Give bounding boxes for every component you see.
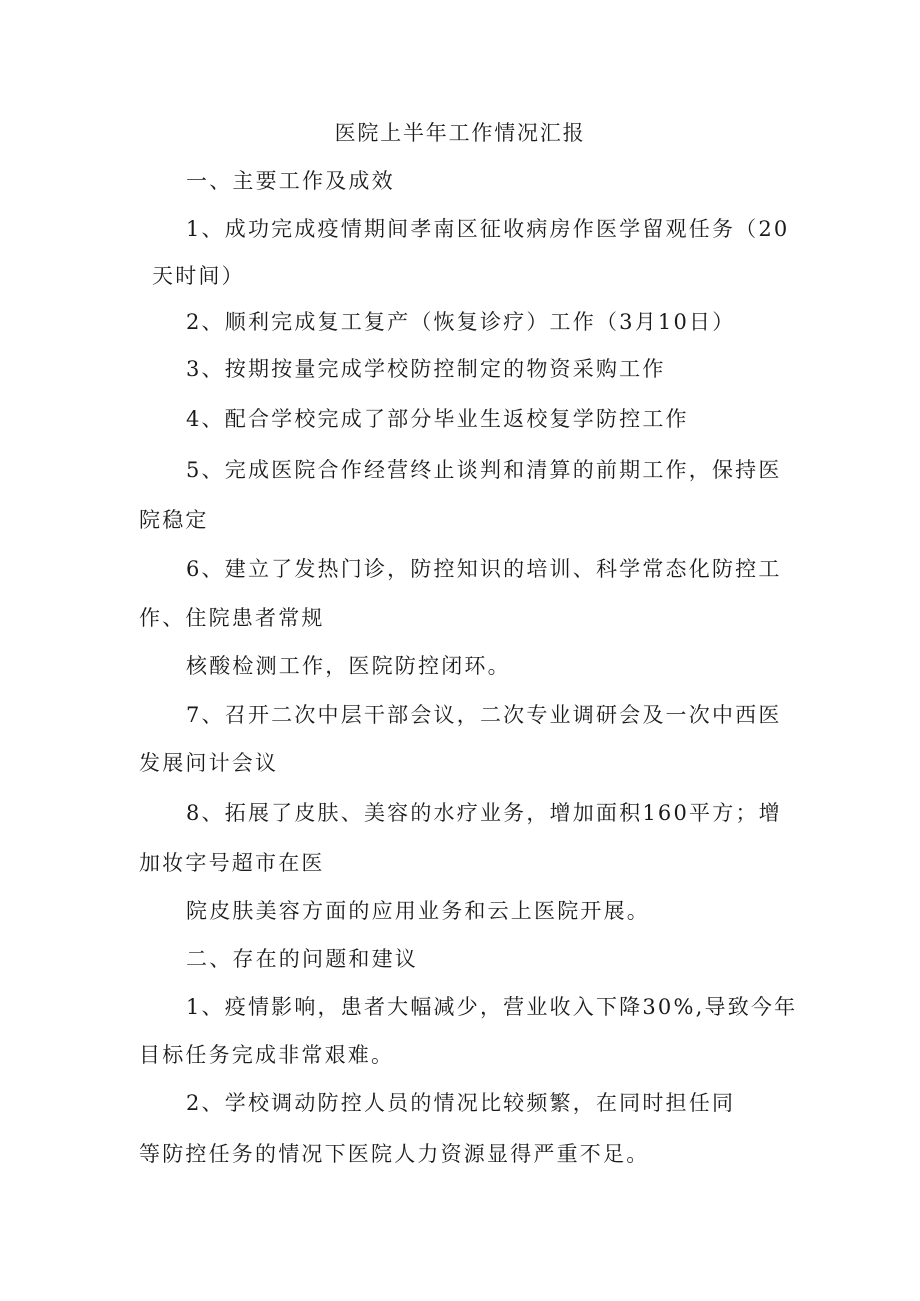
paragraph-item-3: 3、按期按量完成学校防控制定的物资采购工作 [186, 357, 666, 381]
paragraph-item-6-line-1: 6、建立了发热门诊，防控知识的培训、科学常态化防控工 [186, 557, 782, 581]
paragraph-item-6-line-2: 作、住院患者常规 [139, 606, 325, 630]
paragraph-item-2: 2、顺利完成复工复产（恢复诊疗）工作（3月10日） [186, 310, 736, 334]
section-heading-main-work: 一、主要工作及成效 [186, 169, 395, 193]
paragraph-item-5-line-2: 院稳定 [139, 508, 209, 532]
paragraph-item-5-line-1: 5、完成医院合作经营终止谈判和清算的前期工作，保持医 [186, 458, 782, 482]
paragraph-item-8-line-3: 院皮肤美容方面的应用业务和云上医院开展。 [186, 899, 650, 923]
section-heading-issues: 二、存在的问题和建议 [186, 947, 418, 971]
paragraph-issue-2-line-1: 2、学校调动防控人员的情况比较频繁，在同时担任同 [186, 1091, 736, 1115]
paragraph-item-7-line-1: 7、召开二次中层干部会议，二次专业调研会及一次中西医 [186, 703, 782, 727]
paragraph-item-8-line-2: 加妆字号超市在医 [139, 851, 325, 875]
paragraph-issue-1-line-2: 目标任务完成非常艰难。 [139, 1043, 395, 1067]
paragraph-item-6-line-3: 核酸检测工作，医院防控闭环。 [186, 654, 511, 678]
document-title: 医院上半年工作情况汇报 [334, 121, 586, 145]
paragraph-item-1-line-1: 1、成功完成疫情期间孝南区征收病房作医学留观任务（20 [186, 217, 790, 241]
paragraph-item-4: 4、配合学校完成了部分毕业生返校复学防控工作 [186, 407, 689, 431]
paragraph-issue-2-line-2: 等防控任务的情况下医院人力资源显得严重不足。 [139, 1142, 650, 1166]
paragraph-item-1-line-2: 天时间） [152, 264, 245, 288]
paragraph-item-8-line-1: 8、拓展了皮肤、美容的水疗业务，增加面积160平方；增 [186, 801, 782, 825]
paragraph-issue-1-line-1: 1、疫情影响，患者大幅减少，营业收入下降30%,导致今年 [186, 995, 798, 1019]
paragraph-item-7-line-2: 发展问计会议 [139, 751, 279, 775]
